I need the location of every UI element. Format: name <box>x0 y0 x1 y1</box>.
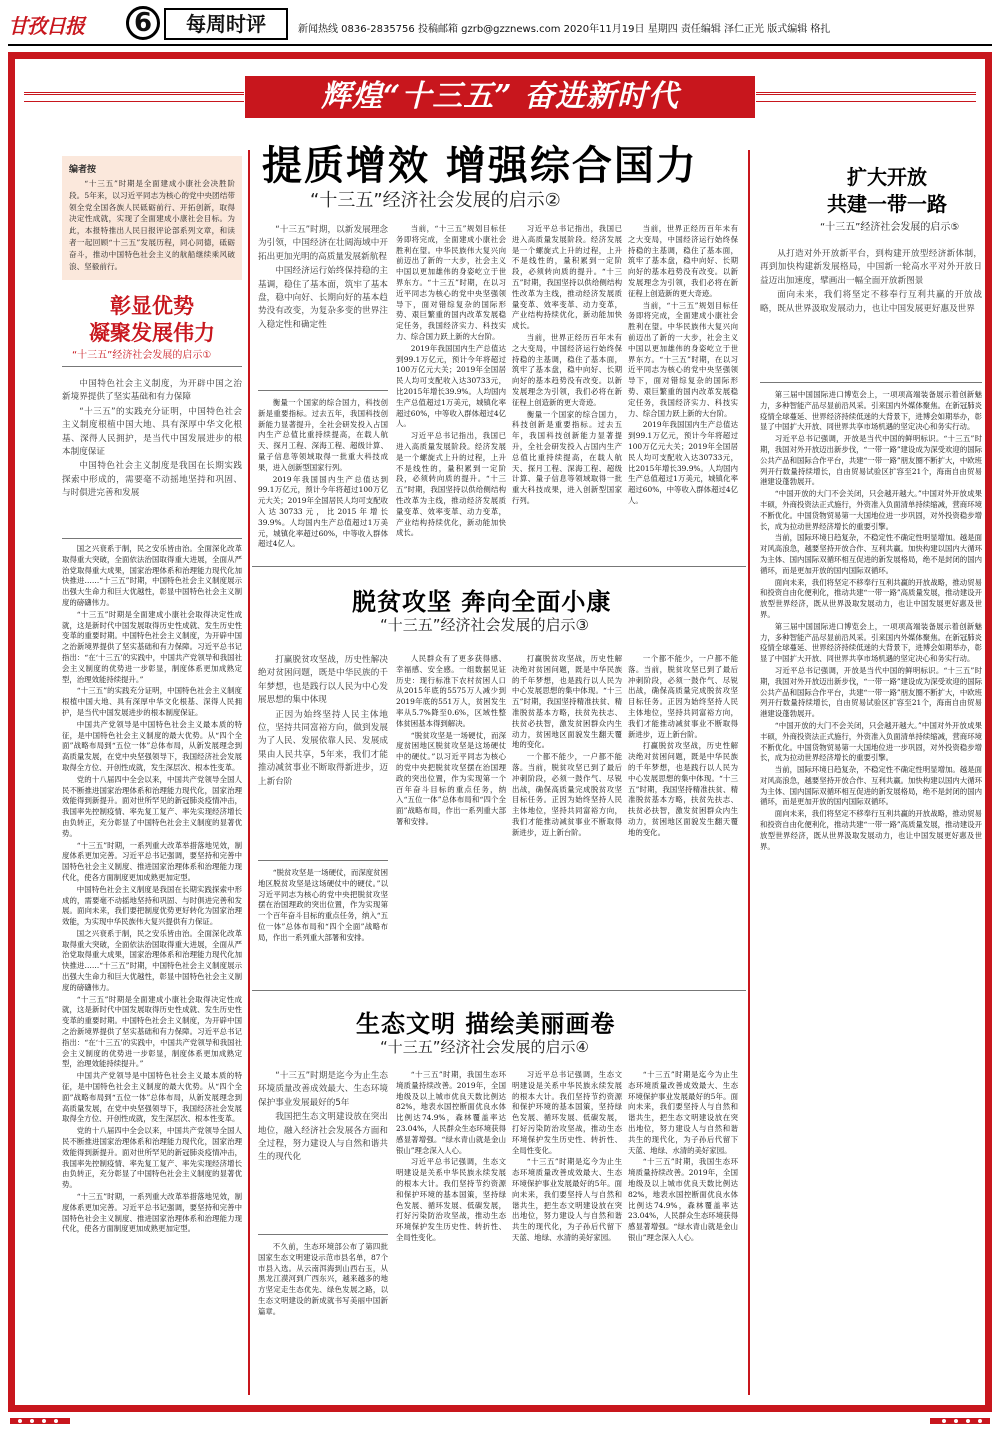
article2-body-col3 <box>512 224 622 554</box>
article5-body-col3 <box>512 1070 622 1392</box>
article3-lead-2: 面向未来，我们将坚定不移奉行互利共赢的开放战略，既从世界汲取发展动力，也让中国发展更好惠及世界 <box>760 290 982 314</box>
article2-para: 2019年我国国内生产总值达到99.1万亿元，预计今年将超过100万亿元大关；2019年全国居民人均可支配收入达30733元，比2015年增长39.9%。人均国内生产总值超过1万美元，城镇化率超过60%，中等收入群体超过4亿人。 <box>258 474 388 549</box>
article3-lead-1: 从打造对外开放新平台，到构建开放型经济新体制，再到加快构建新发展格局，中国新一轮高水平对外开放日益迈出加速度，擘画出一幅全面开放新图景 <box>760 249 982 286</box>
article5-body-col1 <box>258 1242 388 1392</box>
article5-body-col4 <box>628 1070 738 1392</box>
article4-para: 一个都不能少，一户都不能落。当前，脱贫攻坚已到了最后冲刺阶段，必须一鼓作气、尽锐出战，确保高质量完成脱贫攻坚目标任务。正因为始终坚持人民主体地位，坚持共同富裕方向，我们才能推动减贫事业不断取得新进步，迈上新台阶。 <box>512 752 622 837</box>
article2-title: 提质增效 增强综合国力 <box>262 142 698 189</box>
article3-body <box>760 390 982 1396</box>
masthead <box>8 6 992 46</box>
article3-lead <box>760 248 982 374</box>
article4-para: 人民群众有了更多获得感、幸福感、安全感。一组数据见证历史：现行标准下农村贫困人口从2015年底的5575万人减少到2019年底的551万人，贫困发生率从5.7%降至0.6%，区域性整体贫困基本得到解决。 <box>396 654 506 728</box>
article1-para: “十三五”时期是全面建成小康社会取得决定性成就，这是新时代中国发展取得历史性成就、发生历史性变革的重要时期。中国特色社会主义制度，为开辟中国之治新境界提供了坚实基础和有力保障。习近平总书记指出：“在‘十三五’的实践中，中国共产党领导和我国社会主义制度的优势进一步彰显，制度体系更加成熟定型，治理效能持续提升。” <box>62 609 242 684</box>
masthead-info: 新闻热线 0836-2835756 投稿邮箱 gzrb@gzznews.com 2020年11月19日 星期四 责任编辑 泽仁正光 版式编辑 格扎 <box>298 24 831 35</box>
newspaper-logo: 甘孜日报 <box>8 14 84 38</box>
article3-para: “中国开放的大门不会关闭，只会越开越大。”中国对外开放成果丰硕，外商投资法正式施行，外资准入负面清单持续缩减，营商环境不断优化。中国货物贸易第一大国地位进一步巩固，对外投资稳步增长，成为拉动世界经济增长的重要引擎。 <box>760 489 982 531</box>
article3-subtitle: “十三五”经济社会发展的启示⑤ <box>820 222 960 233</box>
article5-para: “十三五”时期，我国生态环境质量持续改善。2019年，全国地级及以上城市优良天数比例达82%，地表水国控断面优良水体比例达74.9%，森林覆盖率达23.04%，人民群众生态环境获得感显著增强。“绿水青山就是金山银山”理念深入人心。 <box>628 1157 738 1242</box>
article4-rule <box>258 860 388 861</box>
article2-lead-2: 中国经济运行始终保持稳的主基调，稳住了基本面，筑牢了基本盘，稳中向好、长期向好的基本趋势没有改变，为复杂多变的世界注入稳定性和确定性 <box>258 266 388 330</box>
section-rule-1 <box>252 566 746 567</box>
article2-para: 习近平总书记指出，我国已进入高质量发展阶段。经济发展是一个螺旋式上升的过程，上升不是线性的，量积累到一定阶段，必须转向质的提升。“十三五”时期，我国坚持以供给侧结构性改革为主线，推动经济发展质量变革、效率变革、动力变革，产业结构持续优化，新动能加快成长。 <box>512 224 622 331</box>
article2-para: 衡量一个国家的综合国力，科技创新是重要指标。过去五年，我国科技创新能力显著提升，全社会研发投入占国内生产总值比重持续提高，在载人航天、探月工程、深海工程、超级计算、量子信息等领域取得一批重大科技成果，进入创新型国家行列。 <box>258 398 388 472</box>
article1-para: 中国特色社会主义制度是我国在长期实践探索中形成的，需要毫不动摇地坚持和巩固、与时俱进完善和发展。面向未来，我们要把制度优势更好转化为国家治理效能，为实现中华民族伟大复兴提供有力保证。 <box>62 884 242 927</box>
article2-para: 2019年我国国内生产总值达到99.1万亿元，预计今年将超过100万亿元大关；2019年全国居民人均可支配收入达30733元，比2015年增长39.9%。人均国内生产总值超过1万美元，城镇化率超过60%，中等收入群体超过4亿人。 <box>396 343 506 429</box>
article3-para: 第三届中国国际进口博览会上，一项项高端装备展示着创新魅力，多种智能产品尽显前沿风采。引来国内外媒体聚焦。在新冠肺炎疫情全球蔓延、世界经济持续低迷的大背景下，进博会如期举办，彰显了中国扩大开放、同世界共享市场机遇的坚定决心和务实行动。 <box>760 621 982 664</box>
article5-para: 不久前，生态环境部公布了第四批国家生态文明建设示范市县名单，87个市县入选。从云南洱海到山西右玉，从黑龙江漠河到广西东兴，越来越多的地方坚定走生态优先、绿色发展之路，以生态文明建设的新成就书写美丽中国新篇章。 <box>258 1242 388 1316</box>
article1-para: “十三五”时期，一系列重大改革举措落地见效，制度体系更加完善。习近平总书记强调，要坚持和完善中国特色社会主义制度、推进国家治理体系和治理能力现代化，使各方面制度更加成熟更加定型。 <box>62 1192 242 1234</box>
article2-lead-1: “十三五”时期，以新发展理念为引领，中国经济在壮阔海域中开拓出更加光明的高质量发展新航程 <box>258 225 388 262</box>
section-rule-2 <box>252 990 746 991</box>
article5-lead-1: “十三五”时期是迄今为止生态环境质量改善成效最大、生态环境保护事业发展最好的5年 <box>258 1071 388 1108</box>
article5-subtitle: “十三五”经济社会发展的启示④ <box>380 1038 589 1056</box>
article5-rule <box>258 1234 388 1235</box>
article5-para: 习近平总书记强调，生态文明建设是关系中华民族永续发展的根本大计。我们坚持节约资源和保护环境的基本国策，坚持绿色发展、循环发展、低碳发展，打好污染防治攻坚战，推动生态环境保护发生历史性、转折性、全局性变化。 <box>396 1157 506 1242</box>
article1-para: 中国共产党领导是中国特色社会主义最本质的特征，是中国特色社会主义制度的最大优势。从“四个全面”战略布局到“五位一体”总体布局，从新发展理念到高质量发展，在党中央坚强领导下，我国经济社会发展取得全方位、开创性成就，发生深层次、根本性变革。 <box>62 719 242 772</box>
article3-para: 当前，国际环境日趋复杂，不稳定性不确定性明显增加。越是面对风高浪急，越要坚持开放合作、互利共赢。加快构建以国内大循环为主体、国内国际双循环相互促进的新发展格局，绝不是封闭的国内循环，而是更加开放的国内国际双循环。 <box>760 533 982 575</box>
article1-title-line1: 彰显优势 <box>110 293 194 318</box>
article4-lead <box>258 654 388 854</box>
column-divider-left <box>248 150 250 1395</box>
article3-para: 面向未来，我们将坚定不移奉行互利共赢的开放战略，推动贸易和投资自由化便利化，推动共建“一带一路”高质量发展，推动建设开放型世界经济，既从世界汲取发展动力，也让中国发展更好惠及世界。 <box>760 809 982 851</box>
article1-para: “十三五”时期，一系列重大改革举措落地见效，制度体系更加完善。习近平总书记强调，要坚持和完善中国特色社会主义制度、推进国家治理体系和治理能力现代化，使各方面制度更加成熟更加定型。 <box>62 840 242 882</box>
article3-title <box>822 164 952 218</box>
article5-title: 生态文明 描绘美丽画卷 <box>356 1009 616 1038</box>
article4-lead-1: 打赢脱贫攻坚战，历史性解决绝对贫困问题，既是中华民族的千年梦想，也是践行以人民为中心发展思想的集中体现 <box>258 655 388 706</box>
article5-lead-2: 我国把生态文明建设放在突出地位，融入经济社会发展各方面和全过程，努力建设人与自然和谐共生的现代化 <box>258 1112 388 1163</box>
article1-body <box>62 544 242 1390</box>
editor-note <box>62 156 242 280</box>
article1-para: “十三五”时期是全面建成小康社会取得决定性成就，这是新时代中国发展取得历史性成就、发生历史性变革的重要时期。中国特色社会主义制度，为开辟中国之治新境界提供了坚实基础和有力保障。习近平总书记指出：“在‘十三五’的实践中，中国共产党领导和我国社会主义制度的优势进一步彰显，制度体系更加成熟定型，治理效能持续提升。” <box>62 994 242 1069</box>
article1-para: “十三五”的实践充分证明，中国特色社会主义制度根植中国大地、具有深厚中华文化根基、深得人民拥护，是当代中国发展进步的根本制度保证。 <box>62 686 242 717</box>
article5-para: “十三五”时期是迄今为止生态环境质量改善成效最大、生态环境保护事业发展最好的5年。面向未来，我们要坚持人与自然和谐共生，把生态文明建设放在突出地位，努力建设人与自然和谐共生的现代化，为子孙后代留下天蓝、地绿、水清的美好家园。 <box>512 1157 622 1242</box>
article4-para: “脱贫攻坚是一场硬仗，而深度贫困地区脱贫攻坚是这场硬仗中的硬仗。”以习近平同志为核心的党中央把脱贫攻坚摆在治国理政的突出位置，作为实现第一个百年奋斗目标的重点任务，纳入“五位一体”总体布局和“四个全面”战略布局，作出一系列重大部署和安排。 <box>396 730 506 826</box>
article4-lead-2: 正因为始终坚持人民主体地位，坚持共同富裕方向，做到发展为了人民、发展依靠人民、发展成果由人民共享，5年来，我们才能推动减贫事业不断取得新进步，迈上新台阶 <box>258 709 388 787</box>
footer-ornament-left <box>10 1416 70 1426</box>
article3-para: 习近平总书记强调，开放是当代中国的鲜明标识。“十三五”时期，我国对外开放迈出新步伐，“一带一路”建设成为深受欢迎的国际公共产品和国际合作平台，共建“一带一路”朋友圈不断扩大，中欧班列开行数量持续增长，自由贸易试验区扩容至21个，海南自由贸易港建设蓬勃展开。 <box>760 665 982 719</box>
article4-body-col2 <box>396 654 506 980</box>
article2-para: 2019年我国国内生产总值达到99.1万亿元，预计今年将超过100万亿元大关；2019年全国居民人均可支配收入达30733元，比2015年增长39.9%。人均国内生产总值超过1万美元，城镇化率超过60%，中等收入群体超过4亿人。 <box>628 420 738 505</box>
editor-note-body: “十三五”时期是全面建成小康社会决胜阶段。5年来，以习近平同志为核心的党中央团结带领全党全国各族人民砥砺前行、开拓创新，取得决定性成就，实现了全面建成小康社会目标。为此，本报特推出人民日报评论部系列文章，和读者一起回顾“十三五”发展历程，同心同德，砥砺奋斗，推动中国特色社会主义的航船继续乘风破浪、坚毅前行。 <box>69 179 235 271</box>
article5-para: 习近平总书记强调，生态文明建设是关系中华民族永续发展的根本大计。我们坚持节约资源和保护环境的基本国策，坚持绿色发展、循环发展、低碳发展，打好污染防治攻坚战，推动生态环境保护发生历史性、转折性、全局性变化。 <box>512 1070 622 1155</box>
article4-para: 打赢脱贫攻坚战，历史性解决绝对贫困问题，既是中华民族的千年梦想，也是践行以人民为中心发展思想的集中体现。“十三五”时期，我国坚持精准扶贫、精准脱贫基本方略，扶贫先扶志、扶贫必扶智，激发贫困群众内生动力，贫困地区面貌发生翻天覆地的变化。 <box>512 654 622 750</box>
article2-para: 当前，“十三五”规划目标任务即将完成，全面建成小康社会胜利在望。中华民族伟大复兴向前迈出了新的一大步，社会主义中国以更加雄伟的身姿屹立于世界东方。“十三五”时期，在以习近平同志为核心的党中央坚强领导下，面对错综复杂的国际形势、艰巨繁重的国内改革发展稳定任务，我国经济实力、科技实力、综合国力跃上新的大台阶。 <box>396 224 506 341</box>
article2-body-col2 <box>396 224 506 554</box>
article3-para: 面向未来，我们将坚定不移奉行互利共赢的开放战略，推动贸易和投资自由化便利化，推动共建“一带一路”高质量发展，推动建设开放型世界经济，既从世界汲取发展动力，也让中国发展更好惠及世界。 <box>760 577 982 619</box>
editor-note-label: 编者按 <box>69 165 97 175</box>
article1-lead-1: 中国特色社会主义制度，为开辟中国之治新境界提供了坚实基础和有力保障 <box>62 379 242 403</box>
article3-para: 第三届中国国际进口博览会上，一项项高端装备展示着创新魅力，多种智能产品尽显前沿风采。引来国内外媒体聚焦。在新冠肺炎疫情全球蔓延、世界经济持续低迷的大背景下，进博会如期举办，彰显了中国扩大开放、同世界共享市场机遇的坚定决心和务实行动。 <box>760 390 982 432</box>
section-title: 每周时评 <box>164 8 288 40</box>
article2-para: 习近平总书记指出，我国已进入高质量发展阶段。经济发展是一个螺旋式上升的过程，上升不是线性的，量积累到一定阶段，必须转向质的提升。“十三五”时期，我国坚持以供给侧结构性改革为主线，推动经济发展质量变革、效率变革、动力变革，产业结构持续优化，新动能加快成长。 <box>396 431 506 538</box>
article3-para: 习近平总书记强调，开放是当代中国的鲜明标识。“十三五”时期，我国对外开放迈出新步伐，“一带一路”建设成为深受欢迎的国际公共产品和国际合作平台，共建“一带一路”朋友圈不断扩大，中欧班列开行数量持续增长，自由贸易试验区扩容至21个，海南自由贸易港建设蓬勃展开。 <box>760 434 982 487</box>
banner-wing-right <box>756 92 976 102</box>
article4-subtitle: “十三五”经济社会发展的启示③ <box>380 616 589 634</box>
article2-para: 衡量一个国家的综合国力，科技创新是重要指标。过去五年，我国科技创新能力显著提升，全社会研发投入占国内生产总值比重持续提高，在载人航天、探月工程、深海工程、超级计算、量子信息等领域取得一批重大科技成果，进入创新型国家行列。 <box>512 409 622 505</box>
article4-para: 一个都不能少，一户都不能落。当前，脱贫攻坚已到了最后冲刺阶段，必须一鼓作气、尽锐出战，确保高质量完成脱贫攻坚目标任务。正因为始终坚持人民主体地位，坚持共同富裕方向，我们才能推动减贫事业不断取得新进步，迈上新台阶。 <box>628 654 738 739</box>
article4-para: “脱贫攻坚是一场硬仗，而深度贫困地区脱贫攻坚是这场硬仗中的硬仗。”以习近平同志为核心的党中央把脱贫攻坚摆在治国理政的突出位置，作为实现第一个百年奋斗目标的重点任务，纳入“五位一体”总体布局和“四个全面”战略布局，作出一系列重大部署和安排。 <box>258 868 388 942</box>
banner-wing-left <box>24 92 244 102</box>
article1-title <box>62 292 242 346</box>
article5-lead <box>258 1070 388 1228</box>
article3-title-line2: 共建一带一路 <box>827 192 947 216</box>
article1-rule-2 <box>62 538 242 539</box>
footer-ornament-right <box>930 1416 990 1426</box>
article1-lead <box>62 378 242 532</box>
article1-lead-2: “十三五”的实践充分证明，中国特色社会主义制度根植中国大地、具有深厚中华文化根基、深得人民拥护，是当代中国发展进步的根本制度保证 <box>62 406 242 458</box>
article3-title-line1: 扩大开放 <box>847 165 927 189</box>
article5-para: “十三五”时期是迄今为止生态环境质量改善成效最大、生态环境保护事业发展最好的5年。面向未来，我们要坚持人与自然和谐共生，把生态文明建设放在突出地位，努力建设人与自然和谐共生的现代化，为子孙后代留下天蓝、地绿、水清的美好家园。 <box>628 1070 738 1155</box>
article5-body-col2 <box>396 1070 506 1392</box>
article1-rule <box>62 366 242 367</box>
ornament-icon <box>930 1416 990 1426</box>
article5-para: “十三五”时期，我国生态环境质量持续改善。2019年，全国地级及以上城市优良天数比例达82%，地表水国控断面优良水体比例达74.9%，森林覆盖率达23.04%，人民群众生态环境获得感显著增强。“绿水青山就是金山银山”理念深入人心。 <box>396 1070 506 1155</box>
article1-para: 国之兴衰系于制，民之安乐皆由治。全面深化改革取得重大突破，全面依法治国取得重大进展，全面从严治党取得重大成果，国家治理体系和治理能力现代化加快推进……“十三五”时期，中国特色社会主义制度展示出强大生命力和巨大优越性，彰显中国特色社会主义制度的磅礴伟力。 <box>62 544 242 607</box>
ornament-icon <box>10 1416 70 1426</box>
banner: 辉煌“十三五” 奋进新时代 <box>245 76 755 118</box>
article1-lead-3: 中国特色社会主义制度是我国在长期实践探索中形成的，需要毫不动摇地坚持和巩固、与时俱进完善和发展 <box>62 461 242 499</box>
column-divider-right <box>748 150 750 1395</box>
article2-subtitle: “十三五”经济社会发展的启示② <box>310 190 561 211</box>
article3-para: 当前，国际环境日趋复杂，不稳定性不确定性明显增加。越是面对风高浪急，越要坚持开放合作、互利共赢。加快构建以国内大循环为主体、国内国际双循环相互促进的新发展格局，绝不是封闭的国内循环，而是更加开放的国内国际双循环。 <box>760 765 982 807</box>
article2-body-col1 <box>258 398 388 554</box>
article2-lead <box>258 224 388 384</box>
article1-title-line2: 凝聚发展伟力 <box>89 320 215 345</box>
article1-para: 国之兴衰系于制，民之安乐皆由治。全面深化改革取得重大突破，全面依法治国取得重大进展，全面从严治党取得重大成果，国家治理体系和治理能力现代化加快推进……“十三五”时期，中国特色社会主义制度展示出强大生命力和巨大优越性，彰显中国特色社会主义制度的磅礴伟力。 <box>62 928 242 992</box>
article2-para: 当前，“十三五”规划目标任务即将完成，全面建成小康社会胜利在望。中华民族伟大复兴向前迈出了新的一大步，社会主义中国以更加雄伟的身姿屹立于世界东方。“十三五”时期，在以习近平同志为核心的党中央坚强领导下，面对错综复杂的国际形势、艰巨繁重的国内改革发展稳定任务，我国经济实力、科技实力、综合国力跃上新的大台阶。 <box>628 300 738 418</box>
page-number: 6 <box>126 6 160 40</box>
article2-para: 当前，世界正经历百年未有之大变局，中国经济运行始终保持稳的主基调，稳住了基本面，筑牢了基本盘，稳中向好、长期向好的基本趋势没有改变。以新发展理念为引领，我们必将在新征程上创造新的更大奇迹。 <box>628 224 738 298</box>
article4-body-col1 <box>258 868 388 980</box>
article4-body-col3 <box>512 654 622 980</box>
article2-body-col4 <box>628 224 738 554</box>
article4-para: 打赢脱贫攻坚战，历史性解决绝对贫困问题，既是中华民族的千年梦想，也是践行以人民为中心发展思想的集中体现。“十三五”时期，我国坚持精准扶贫、精准脱贫基本方略，扶贫先扶志、扶贫必扶智，激发贫困群众内生动力，贫困地区面貌发生翻天覆地的变化。 <box>628 741 738 837</box>
article1-para: 党的十八届四中全会以来，中国共产党领导全国人民不断推进国家治理体系和治理能力现代化，国家治理效能得到新提升。面对世所罕见的新冠肺炎疫情冲击，我国率先控制疫情、率先复工复产、率先实现经济增长由负转正，充分彰显了中国特色社会主义制度的显著优势。 <box>62 774 242 838</box>
article3-rule <box>760 382 982 383</box>
article1-subtitle: “十三五”经济社会发展的启示① <box>72 350 212 361</box>
article1-para: 中国共产党领导是中国特色社会主义最本质的特征，是中国特色社会主义制度的最大优势。从“四个全面”战略布局到“五位一体”总体布局，从新发展理念到高质量发展，在党中央坚强领导下，我国经济社会发展取得全方位、开创性成就，发生深层次、根本性变革。 <box>62 1071 242 1124</box>
article2-para: 当前，世界正经历百年未有之大变局，中国经济运行始终保持稳的主基调，稳住了基本面，筑牢了基本盘，稳中向好、长期向好的基本趋势没有改变。以新发展理念为引领，我们必将在新征程上创造新的更大奇迹。 <box>512 332 622 407</box>
article1-para: 党的十八届四中全会以来，中国共产党领导全国人民不断推进国家治理体系和治理能力现代化，国家治理效能得到新提升。面对世所罕见的新冠肺炎疫情冲击，我国率先控制疫情、率先复工复产、率先实现经济增长由负转正，充分彰显了中国特色社会主义制度的显著优势。 <box>62 1126 242 1190</box>
article2-rule <box>258 390 388 391</box>
article4-title: 脱贫攻坚 奔向全面小康 <box>352 587 612 616</box>
article3-para: “中国开放的大门不会关闭，只会越开越大。”中国对外开放成果丰硕，外商投资法正式施行，外资准入负面清单持续缩减，营商环境不断优化。中国货物贸易第一大国地位进一步巩固，对外投资稳步增长，成为拉动世界经济增长的重要引擎。 <box>760 720 982 763</box>
article4-body-col4 <box>628 654 738 980</box>
